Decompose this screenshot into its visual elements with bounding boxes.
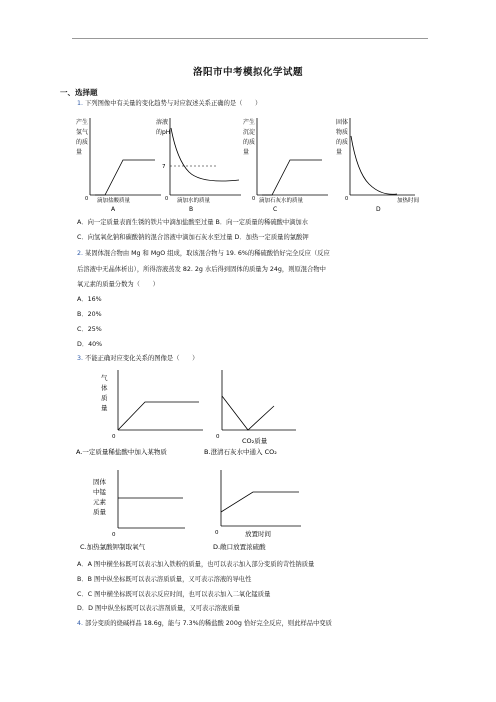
q1-a-xlabel: 滴加盐酸质量 bbox=[97, 198, 131, 204]
q1-graph-b bbox=[155, 114, 245, 214]
q3-stem-text: 不能正确对应变化关系的图像是（ ） bbox=[85, 355, 199, 362]
q1-d-curve bbox=[351, 136, 397, 194]
q3-d-origin: 0 bbox=[215, 530, 219, 536]
q1-a-ylabel-2: 氢气 bbox=[76, 129, 89, 136]
q1-a-curve bbox=[95, 160, 155, 195]
q1-d-letter: D bbox=[376, 206, 381, 213]
q3-option-b: B．B 图中纵坐标既可以表示溶质质量，又可表示溶液的导电性 bbox=[77, 576, 252, 583]
q1-a-letter: A bbox=[111, 206, 116, 213]
q1-a-ylabel-3: 的质 bbox=[76, 139, 89, 146]
q3-b-xlabel: CO₂质量 bbox=[242, 437, 268, 445]
q3-option-c: C．C 图中横坐标既可以表示反应时间，也可以表示加入二氧化锰质量 bbox=[77, 591, 271, 598]
q3-a-ylabel-1: 气 bbox=[101, 374, 108, 382]
q2-option-c: C．25% bbox=[77, 326, 102, 333]
q3-b-caption: B.澄清石灰水中通入 CO₂ bbox=[204, 448, 277, 456]
q3-a-ylabel-2: 体 bbox=[101, 384, 108, 392]
q1-c-letter: C bbox=[273, 206, 278, 213]
q2-option-b: B．20% bbox=[77, 311, 102, 318]
q3-graph-d bbox=[205, 468, 315, 558]
q1-c-ylabel-2: 沉淀 bbox=[243, 129, 256, 136]
section-heading: 一、选择题 bbox=[60, 88, 98, 97]
q3-c-ylabel-2: 中锰 bbox=[93, 488, 106, 496]
q1-option-line-2: C．向氢氧化钠和碳酸钠的混合溶液中滴加石灰水至过量 D．加热一定质量的氯酸钾 bbox=[77, 234, 309, 241]
q1-b-curve bbox=[171, 128, 239, 181]
q1-d-origin: 0 bbox=[345, 196, 349, 202]
q3-d-caption: D.敞口放置浓硫酸 bbox=[213, 543, 266, 551]
q1-graph-c bbox=[242, 114, 332, 214]
q1-stem bbox=[77, 100, 261, 108]
q2-option-d: D．40% bbox=[77, 341, 103, 348]
q2-stem-line-2: 后溶液中无晶体析出），所得溶液蒸发 82. 2g 水后得到固体的质量为 24g，则原混合物中 bbox=[77, 266, 326, 273]
q1-c-ylabel-3: 的质 bbox=[243, 139, 256, 146]
q2-option-a: A．16% bbox=[77, 296, 102, 303]
q2-stem-line-1 bbox=[77, 250, 330, 258]
q3-b-origin: 0 bbox=[216, 434, 220, 440]
q3-option-a: A．A 图中横坐标既可以表示加入铁粉的质量，也可以表示加入部分变质的苛性钠质量 bbox=[77, 561, 315, 568]
q1-b-ylabel-2: 的pH bbox=[156, 129, 171, 136]
q1-number: 1. bbox=[77, 100, 84, 107]
q1-a-ylabel-4: 量 bbox=[76, 149, 83, 156]
q1-c-curve bbox=[262, 160, 322, 195]
q2-stem-text-1: 某固体混合物由 Mg 和 MgO 组成，取该混合物与 19. 6%的稀硫酸恰好完全反应（反应 bbox=[85, 250, 330, 257]
q3-graph-c bbox=[75, 468, 215, 558]
q3-graph-b bbox=[204, 366, 322, 460]
q1-d-ylabel-3: 的质 bbox=[336, 139, 349, 146]
q1-b-letter: B bbox=[189, 206, 194, 213]
q3-c-ylabel-1: 固体 bbox=[93, 478, 106, 486]
q1-d-ylabel-4: 量 bbox=[336, 149, 343, 156]
q4-stem-text: 部分变质的烧碱样品 18.6g，能与 7.3%的稀盐酸 200g 恰好完全反应，则此样品中变质 bbox=[85, 620, 332, 627]
q3-c-origin: 0 bbox=[112, 532, 116, 538]
q1-c-ylabel-1: 产生 bbox=[243, 119, 256, 126]
q2-stem-line-3: 氧元素的质量分数为（ ） bbox=[77, 281, 159, 288]
q1-d-ylabel-2: 物质 bbox=[336, 129, 349, 136]
q3-a-curve bbox=[118, 402, 199, 430]
q3-a-ylabel-4: 量 bbox=[101, 404, 108, 412]
q1-option-line-1: A．向一定质量表面生锈的铁片中滴加盐酸至过量 B．向一定质量的稀硫酸中滴加水 bbox=[77, 219, 309, 226]
q3-c-ylabel-4: 质量 bbox=[93, 508, 106, 516]
q3-b-curve bbox=[222, 396, 274, 430]
q1-d-ylabel-1: 固体 bbox=[336, 119, 349, 126]
q1-graph-d bbox=[335, 114, 435, 214]
q3-d-xlabel: 放置时间 bbox=[245, 530, 271, 538]
header-rule bbox=[72, 38, 428, 39]
q3-c-ylabel-3: 元素 bbox=[93, 498, 106, 506]
q1-a-ylabel-1: 产生 bbox=[76, 119, 89, 126]
q1-b-origin: 0 bbox=[165, 196, 169, 202]
q1-graph-a bbox=[75, 114, 165, 214]
q3-number: 3. bbox=[77, 355, 84, 362]
q3-a-ylabel-3: 质 bbox=[101, 394, 108, 402]
q2-number: 2. bbox=[77, 250, 84, 257]
q1-c-xlabel: 滴加石灰水的质量 bbox=[259, 198, 304, 204]
q1-b-mark-7: 7 bbox=[162, 164, 166, 170]
q3-graph-a bbox=[75, 366, 215, 460]
page-title: 洛阳市中考模拟化学试题 bbox=[192, 67, 303, 78]
q1-d-xlabel: 加热时间 bbox=[397, 198, 420, 204]
q3-a-caption: A.一定质量稀盐酸中加入某物质 bbox=[76, 448, 167, 456]
q1-a-origin: 0 bbox=[85, 196, 89, 202]
q3-a-origin: 0 bbox=[112, 434, 116, 440]
q3-option-d: D．D 图中纵坐标既可以表示溶剂质量，又可表示溶液质量 bbox=[77, 605, 240, 612]
q3-stem bbox=[77, 355, 198, 363]
q4-stem bbox=[77, 620, 332, 628]
q1-stem-text: 下列图像中有关量的变化趋势与对应叙述关系正确的是（ ） bbox=[85, 100, 262, 107]
q1-b-ylabel-1: 溶液 bbox=[156, 119, 169, 126]
q1-c-ylabel-4: 量 bbox=[243, 149, 250, 156]
q1-b-xlabel: 滴加水的质量 bbox=[177, 198, 211, 204]
q3-d-curve bbox=[221, 492, 299, 512]
q3-c-caption: C.加热氯酸钾制取氧气 bbox=[80, 543, 146, 551]
q4-number: 4. bbox=[77, 620, 84, 627]
q1-c-origin: 0 bbox=[252, 196, 256, 202]
